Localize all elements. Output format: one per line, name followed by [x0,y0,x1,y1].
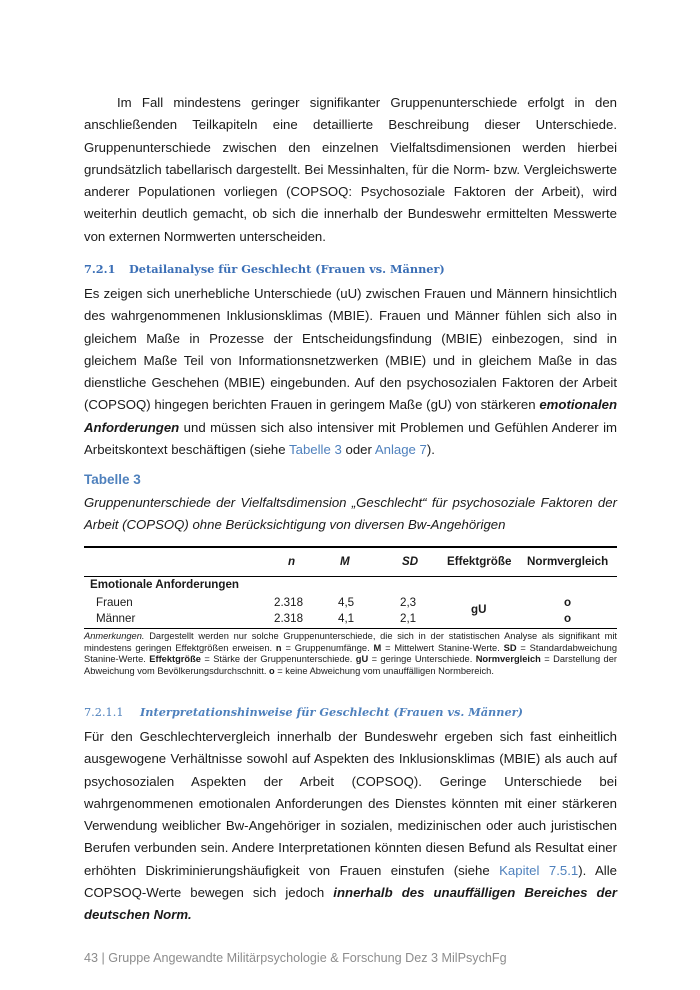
notes-text: = geringe Unterschiede. [368,654,476,665]
header-sd: SD [402,555,419,568]
notes-text: Dargestellt werden nur solche Gruppenunterschiede, die sich in der statistischen Analyse als signifikant mit mindestens geringen Effektgrößen erweisen. [84,631,617,653]
row-men-m: 4,1 [338,612,355,625]
notes-text: = Standardabweichung Stanine-Werte. [84,642,618,665]
notes-key: gU [355,654,369,665]
subsection-heading [84,705,523,719]
subsection-text-2: ). Alle COPSOQ-Werte bewegen sich jedoch [84,862,617,901]
table-caption: Gruppenunterschiede der Vielfaltsdimension „Geschlecht“ für psychosoziale Faktoren der Arbeit (COPSOQ) ohne Berücksichtigung von diversen Bw-Angehörigen [84,495,617,533]
row-women-sd: 2,3 [400,596,417,609]
subsection-text-1: Für den Geschlechtervergleich innerhalb der Bundeswehr ergeben sich fast einheitlich ausgewogene Verhältnisse sowohl auf Aspekten des Inklusionsklimas (MBIE) als auch auf psychosozialen Aspekten der Arbeit (COPSOQ). Geringe Unterschiede bei wahrgenommenen emotionalen Anforderungen des Dienstes könnten mit einer stärkeren Verwendung weiblicher Bw-Angehöriger in sozialen, medizinischen oder auch juristischen Berufen verbunden sein. Andere Interpretationen könnten diesen Befund als Resultat einer erhöhten Diskriminierungshäufigkeit von Frauen einstufen (siehe [84,729,617,878]
row-men-sd: 2,1 [400,612,417,625]
section-number: 7.2.1 [84,262,116,276]
page-footer: 43 | Gruppe Angewandte Militärpsychologie & Forschung Dez 3 MilPsychFg [84,951,507,965]
notes-key: Normvergleich [475,654,541,665]
table-group-label: Emotionale Anforderungen [90,578,240,591]
section-text-2: und müssen sich also intensiver mit Problemen und Gefühlen Anderer im Arbeitskontext beschäftigen (siehe [84,419,617,458]
effect-size-value: gU [471,603,487,616]
emphasis-emotional-demands: emotionalen Anforderungen [84,397,617,435]
link-table-3[interactable]: Tabelle 3 [289,442,342,458]
notes-text: = Stärke der Gruppenunterschiede. [200,654,356,665]
notes-text: = Gruppenumfänge. [281,642,374,653]
section-text-or: oder [341,442,375,458]
header-n: n [288,555,296,568]
link-chapter-7-5-1[interactable]: Kapitel 7.5.1 [499,862,579,878]
section-paragraph [84,283,617,461]
table-rule-top [84,546,617,548]
subsection-title: Interpretationshinweise für Geschlecht (Frauen vs. Männer) [140,705,523,719]
notes-key: Effektgröße [149,654,201,665]
row-women-label: Frauen [96,596,133,609]
table-notes [84,631,617,677]
row-women-norm: o [564,596,572,609]
notes-text: = Darstellung der Abweichung vom Bevölkerungsdurchschnitt. [84,654,617,676]
link-annex-7[interactable]: Anlage 7 [374,442,427,458]
subsection-number: 7.2.1.1 [84,706,124,719]
header-norm: Normvergleich [527,555,609,568]
notes-key: SD [503,642,517,653]
row-men-n: 2.318 [274,612,304,625]
section-title: Detailanalyse für Geschlecht (Frauen vs. Männer) [129,262,445,276]
section-heading [84,262,445,276]
header-effect: Effektgröße [447,555,512,568]
row-men-label: Männer [96,612,136,625]
row-men-norm: o [564,612,572,625]
notes-key: n [275,642,282,653]
section-text-1: Es zeigen sich unerhebliche Unterschiede (uU) zwischen Frauen und Männern hinsichtlich des wahrgenommenen Inklusionsklimas (MBIE). Frauen und Männer fühlen sich also in gleichem Maße in Prozesse der Entscheidungsfindung (MBIE) einbezogen, sind in gleichem Maße Teil von Informationsnetzwerken (MBIE) und in gleichem Maße in das dienstliche Geschehen (MBIE) eingebunden. Auf den psychosozialen Faktoren der Arbeit (COPSOQ) hingegen berichten Frauen in geringem Maße (gU) von stärkeren [84,286,617,413]
notes-text: = keine Abweichung vom unauffälligen Normbereich. [274,665,494,676]
table-rule-bottom [84,628,617,629]
row-women-n: 2.318 [274,596,304,609]
row-women-m: 4,5 [338,596,355,609]
section-text-end: ). [426,442,435,458]
notes-key: M [373,642,382,653]
notes-text: = Mittelwert Stanine-Werte. [381,642,504,653]
header-m: M [340,555,350,568]
table-label: Tabelle 3 [84,472,141,487]
notes-lead: Anmerkungen. [84,631,145,641]
emphasis-norm-range: innerhalb des unauffälligen Bereiches der deutschen Norm. [84,885,617,923]
notes-key: o [269,665,275,676]
intro-paragraph: Im Fall mindestens geringer signifikanter Gruppenunterschiede erfolgt in den anschließenden Teilkapiteln eine detaillierte Beschreibung dieser Unterschiede. Gruppenunterschiede zwischen den einzelnen Vielfaltsdimensionen werden hierbei grundsätzlich tabellarisch dargestellt. Bei Messinhalten, für die Norm- bzw. Vergleichswerte anderer Populationen vorliegen (COPSOQ: Psychosoziale Faktoren der Arbeit), wird weiterhin deutlich gemacht, ob sich die innerhalb der Bundeswehr ermittelten Messwerte von externen Normwerten unterscheiden. [84,95,617,244]
subsection-paragraph [84,726,617,927]
table-rule-mid [84,576,617,577]
